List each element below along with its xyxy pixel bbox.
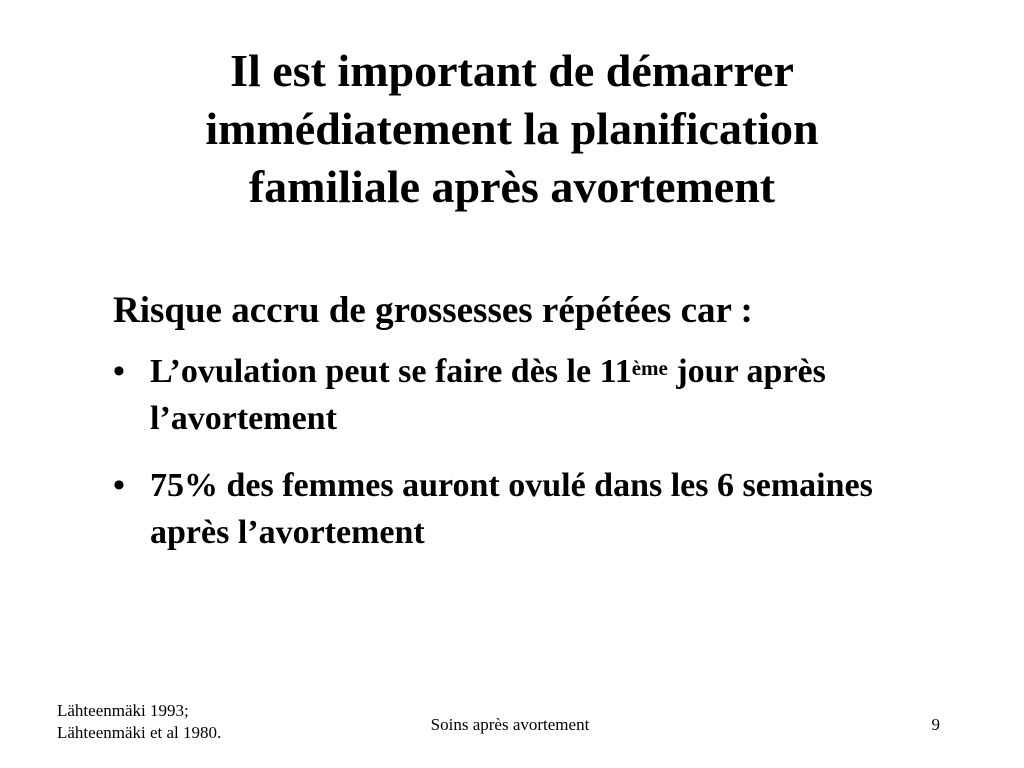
- bullet-icon: •: [113, 353, 125, 390]
- bullet-item-ovulation: [113, 348, 933, 442]
- footer-reference: [57, 700, 221, 744]
- footer-title: Soins après avortement: [430, 715, 590, 734]
- bullet-text: 75% des femmes auront ovulé dans les 6 semaines après l’avortement: [150, 467, 873, 551]
- slide-title-line-1: Il est important de démarrer: [230, 45, 794, 96]
- bullet-icon: •: [113, 467, 125, 504]
- bullet-text-part-2: jour après l’avortement: [150, 353, 826, 437]
- footer-reference-line-1: Lähteenmäki 1993;: [57, 701, 189, 720]
- bullet-list: [113, 348, 933, 556]
- slide-title-line-3: familiale après avortement: [248, 161, 776, 212]
- subheading: Risque accru de grossesses répétées car :: [113, 290, 753, 331]
- bullet-superscript: ème: [631, 356, 668, 380]
- bullet-item-percentage: [113, 462, 933, 556]
- page-number: 9: [931, 715, 940, 734]
- bullet-text-part-1: L’ovulation peut se faire dès le 11: [150, 353, 632, 390]
- slide-content: [113, 288, 933, 576]
- footer-reference-line-2: Lähteenmäki et al 1980.: [57, 723, 222, 742]
- slide-title: [60, 42, 964, 216]
- slide-title-line-2: immédiatement la planification: [205, 103, 819, 154]
